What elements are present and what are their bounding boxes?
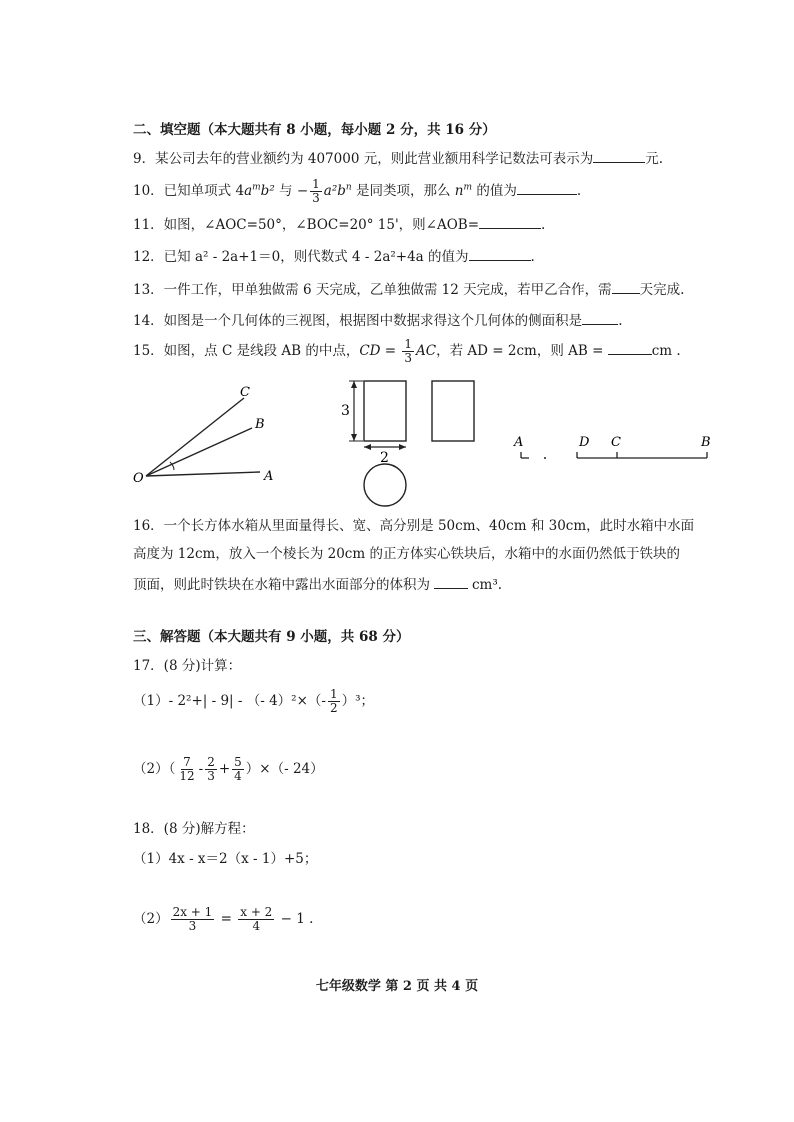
seg-label-c: C bbox=[611, 435, 621, 450]
q9-text: 9．某公司去年的营业额约为 407000 元，则此营业额用科学记数法可表示为 bbox=[133, 151, 594, 167]
question-16-line-3 bbox=[133, 574, 502, 594]
q15-end: cm . bbox=[651, 343, 681, 359]
segment-figure bbox=[505, 430, 725, 466]
q16-line3a: 顶面，则此时铁块在水箱中露出水面部分的体积为 bbox=[133, 577, 430, 593]
q17-frac-2 bbox=[205, 756, 217, 783]
q16-blank bbox=[434, 574, 468, 589]
q10-nm-m: m bbox=[463, 182, 473, 193]
question-15 bbox=[133, 338, 681, 365]
q17-f2-num: 2 bbox=[207, 755, 215, 769]
q18-p2-a: （2） bbox=[133, 911, 169, 927]
q10-prefix: 10．已知单项式 4 bbox=[133, 183, 245, 199]
q14-end: . bbox=[618, 313, 623, 329]
ray-ob bbox=[146, 428, 252, 476]
q18-left-num: 2x + 1 bbox=[172, 905, 213, 919]
question-10 bbox=[133, 178, 581, 205]
q16-line3b: cm³. bbox=[472, 577, 503, 593]
question-13 bbox=[133, 279, 684, 299]
q17-minus: - bbox=[198, 761, 204, 777]
q15-cd: CD bbox=[359, 343, 381, 359]
q11-blank bbox=[479, 214, 541, 229]
q13-blank bbox=[612, 279, 640, 294]
seg-label-a: A bbox=[514, 435, 524, 450]
q9-unit: 元. bbox=[645, 151, 664, 167]
q15-ac: AC bbox=[416, 343, 437, 359]
section-2-title: 二、填空题（本大题共有 8 小题，每小题 2 分，共 16 分） bbox=[133, 122, 496, 138]
q10-blank bbox=[517, 180, 577, 195]
q15-eq: = bbox=[380, 343, 401, 359]
angle-figure bbox=[130, 382, 290, 494]
q17-f1-den: 12 bbox=[179, 769, 195, 783]
q10-m: m bbox=[252, 182, 261, 193]
q10-end: . bbox=[576, 183, 582, 199]
question-16-line-2: 高度为 12cm，放入一个棱长为 20cm 的正方体实心铁块后，水箱中的水面仍然低于铁块的 bbox=[133, 546, 680, 562]
q18-p2-b: − 1 . bbox=[276, 911, 314, 927]
question-18-part-1: （1）4x - x＝2（x - 1）+5； bbox=[133, 851, 318, 867]
q10-suffix: 是同类项，那么 bbox=[351, 183, 455, 199]
q10-a: a bbox=[244, 183, 253, 199]
q15-den: 3 bbox=[404, 351, 413, 365]
seg-label-d: D bbox=[579, 435, 590, 450]
q18-left-den: 3 bbox=[188, 919, 197, 933]
seg-label-b: B bbox=[701, 435, 711, 450]
three-views-figure bbox=[340, 375, 490, 510]
label-c: C bbox=[240, 385, 250, 400]
q17-frac-3 bbox=[232, 756, 244, 783]
q10-den: 3 bbox=[312, 191, 320, 205]
width-arrow-left bbox=[364, 444, 371, 450]
question-18-part-2 bbox=[133, 906, 313, 933]
q15-fraction bbox=[402, 338, 414, 365]
q12-text: 12．已知 a² - 2a+1＝0，则代数式 4 - 2a²+4a 的值为 bbox=[133, 249, 469, 265]
question-12 bbox=[133, 246, 535, 266]
q15-b: ，若 AD = 2cm，则 AB = bbox=[436, 343, 608, 359]
q17-p1-b: ）³； bbox=[341, 693, 375, 709]
top-view bbox=[364, 464, 406, 506]
q17-p1-a: （1）- 2²+| - 9| - （- 4）²×（- bbox=[133, 693, 326, 709]
q17-p2-b: ）×（- 24） bbox=[245, 761, 324, 777]
question-18-head: 18．(8 分)解方程： bbox=[133, 821, 255, 837]
q18-right-fraction bbox=[238, 906, 274, 933]
q10-b2: b² bbox=[260, 183, 275, 199]
q13-end: 天完成. bbox=[639, 282, 685, 298]
ray-oc bbox=[146, 398, 244, 476]
q11-text: 11．如图，∠AOC=50°，∠BOC=20° 15'，则∠AOB= bbox=[133, 217, 480, 233]
side-view bbox=[432, 381, 474, 441]
q11-end: . bbox=[541, 217, 546, 233]
q10-fraction bbox=[310, 178, 322, 205]
question-16-line-1: 16．一个长方体水箱从里面量得长、宽、高分别是 50cm、40cm 和 30cm，此时水箱中水面 bbox=[133, 518, 695, 534]
front-view bbox=[364, 381, 406, 441]
q10-nm-n: n bbox=[454, 183, 464, 199]
q10-num: 1 bbox=[312, 177, 320, 191]
q17-p1-num: 1 bbox=[329, 687, 338, 701]
question-11 bbox=[133, 214, 545, 234]
q15-blank bbox=[608, 340, 652, 355]
q17-p2-a: （2）（ bbox=[133, 761, 176, 777]
q10-rest: a²b bbox=[323, 183, 346, 199]
q17-f1-num: 7 bbox=[183, 755, 191, 769]
section-3-title: 三、解答题（本大题共有 9 小题，共 68 分） bbox=[133, 629, 410, 645]
seg-dot bbox=[544, 457, 546, 459]
q18-right-num: x + 2 bbox=[240, 905, 273, 919]
q17-f3-num: 5 bbox=[234, 755, 242, 769]
q18-right-den: 4 bbox=[252, 919, 261, 933]
question-17-part-1 bbox=[133, 688, 374, 715]
question-17-part-2 bbox=[133, 756, 324, 783]
q12-blank bbox=[469, 246, 531, 261]
q18-left-fraction bbox=[171, 906, 215, 933]
ray-oa bbox=[146, 472, 260, 476]
q10-n: n bbox=[345, 182, 352, 193]
height-label: 3 bbox=[341, 403, 350, 419]
q17-p1-fraction bbox=[328, 688, 340, 715]
q17-frac-1 bbox=[177, 756, 196, 783]
height-arrow-bottom bbox=[351, 434, 357, 441]
question-9 bbox=[133, 148, 663, 168]
q10-yu: 与 − bbox=[274, 183, 309, 199]
q13-text: 13．一件工作，甲单独做需 6 天完成，乙单独做需 12 天完成，若甲乙合作，需 bbox=[133, 282, 612, 298]
label-a: A bbox=[264, 469, 274, 484]
q9-blank bbox=[593, 148, 645, 163]
label-b: B bbox=[255, 417, 265, 432]
q15-a: 15．如图，点 C 是线段 AB 的中点， bbox=[133, 343, 360, 359]
q18-eq: = bbox=[216, 911, 237, 927]
q17-f2-den: 3 bbox=[207, 769, 215, 783]
q14-blank bbox=[582, 310, 618, 325]
width-label: 2 bbox=[380, 450, 389, 466]
question-14 bbox=[133, 310, 622, 330]
q10-tail: 的值为 bbox=[472, 183, 517, 199]
q15-num: 1 bbox=[404, 337, 413, 351]
page-footer: 七年级数学 第 2 页 共 4 页 bbox=[315, 979, 479, 994]
question-17-head: 17．(8 分)计算： bbox=[133, 658, 242, 674]
q17-plus: + bbox=[218, 761, 231, 777]
width-arrow-right bbox=[399, 444, 406, 450]
label-o: O bbox=[133, 471, 144, 486]
q17-f3-den: 4 bbox=[234, 769, 242, 783]
q17-p1-den: 2 bbox=[329, 701, 338, 715]
height-arrow-top bbox=[351, 381, 357, 388]
q14-text: 14．如图是一个几何体的三视图，根据图中数据求得这个几何体的侧面积是 bbox=[133, 313, 583, 329]
q12-end: . bbox=[530, 249, 535, 265]
